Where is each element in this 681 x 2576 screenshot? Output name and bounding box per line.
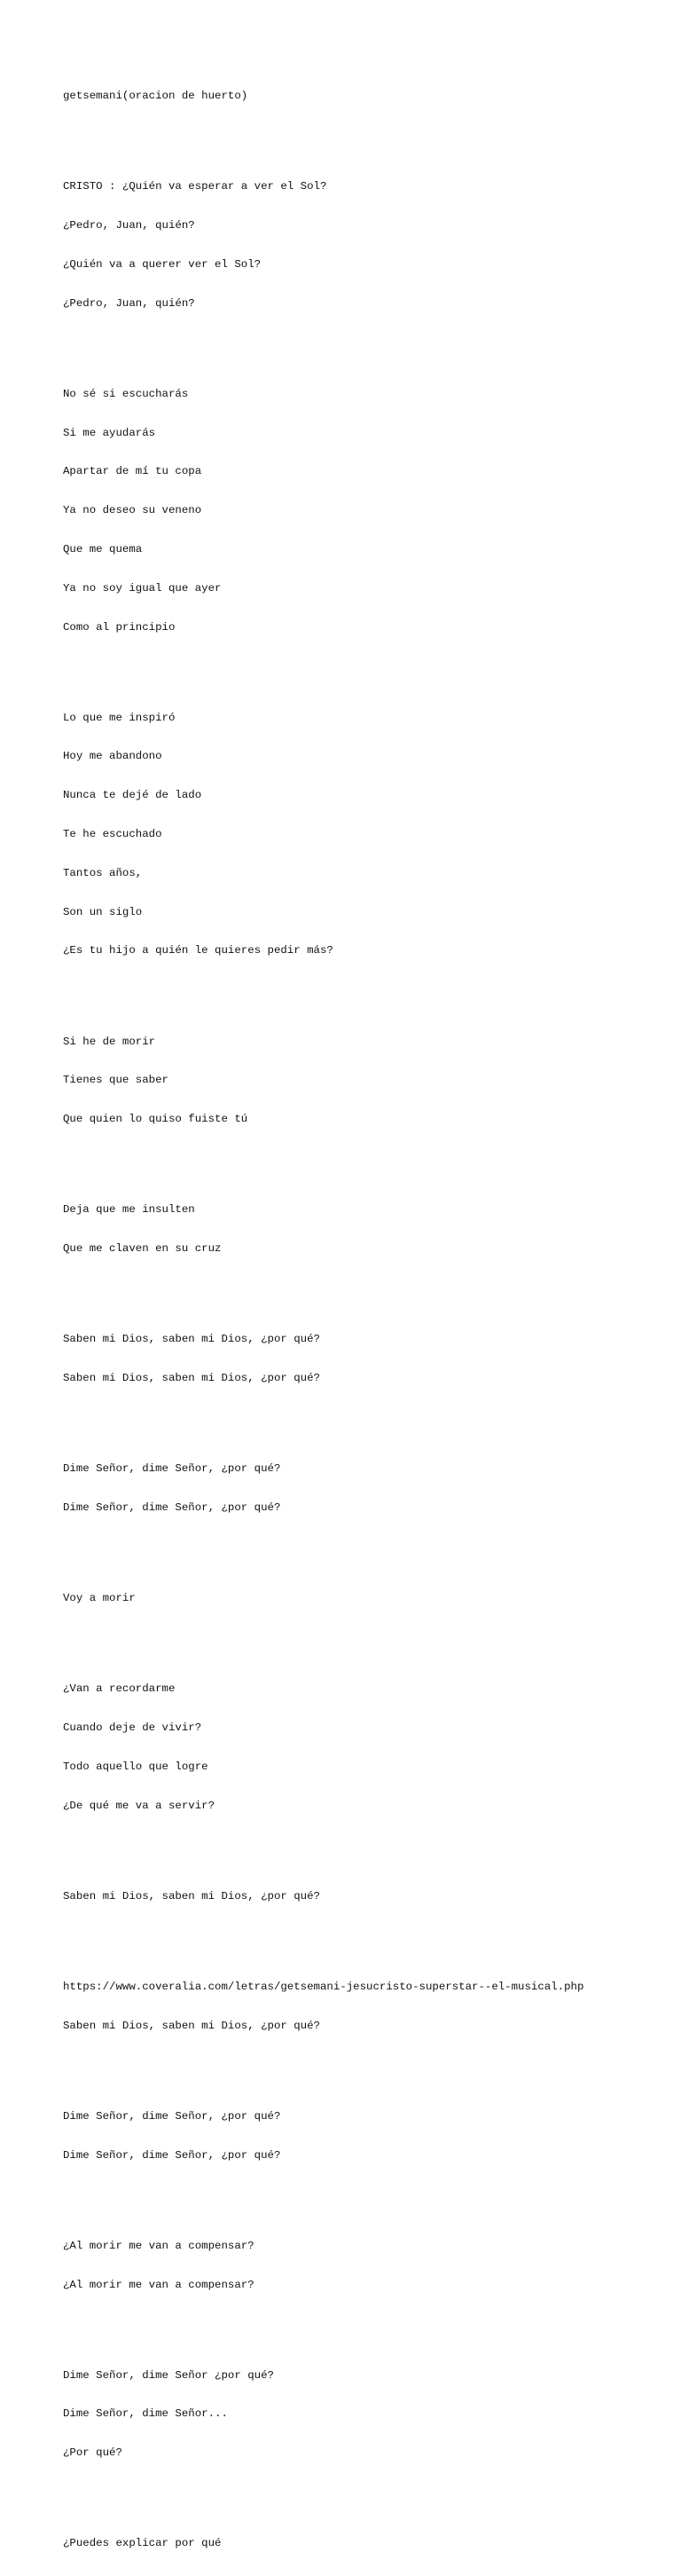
source-url: https://www.coveralia.com/letras/getsemani-jesucristo-superstar--el-musical.php [63, 1980, 584, 1993]
lyric-line: Apartar de mí tu copa [63, 465, 202, 478]
lyric-line: Saben mi Dios, saben mi Dios, ¿por qué? [63, 2019, 320, 2032]
lyric-line: Voy a morir [63, 1592, 136, 1605]
stanza-gap [63, 2058, 666, 2071]
lyric-line: Saben mi Dios, saben mi Dios, ¿por qué? [63, 1371, 320, 1384]
lyric-line: Que me claven en su cruz [63, 1242, 222, 1256]
lyric-line: Cuando deje de vivir? [63, 1721, 202, 1734]
document-title: getsemani(oracion de huerto) [63, 90, 248, 103]
stanza-gap [63, 1411, 666, 1424]
lyric-line: Hoy me abandono [63, 750, 162, 763]
stanza-gap [63, 1929, 666, 1942]
lyric-line: ¿Puedes explicar por qué [63, 2537, 222, 2550]
stanza-gap [63, 335, 666, 349]
lyric-line: Que quien lo quiso fuiste tú [63, 1113, 248, 1126]
lyric-line: Si he de morir [63, 1035, 156, 1048]
lyric-line: Ya no deseo su veneno [63, 504, 202, 517]
lyric-line: CRISTO : ¿Quién va esperar a ver el Sol? [63, 180, 327, 193]
stanza-gap [63, 2317, 666, 2330]
lyric-line: ¿Pedro, Juan, quién? [63, 296, 195, 310]
lyric-line: Dime Señor, dime Señor, ¿por qué? [63, 1501, 281, 1514]
lyric-line: ¿Por qué? [63, 2446, 122, 2460]
lyric-line: Ya no soy igual que ayer [63, 581, 222, 595]
lyric-line: Deja que me insulten [63, 1203, 195, 1217]
lyric-line: Nunca te dejé de lado [63, 789, 202, 802]
stanza-gap [63, 2187, 666, 2201]
lyric-line: ¿De qué me va a servir? [63, 1799, 215, 1812]
lyric-line: Si me ayudarás [63, 426, 156, 439]
lyric-line: Tienes que saber [63, 1074, 168, 1087]
stanza-gap [63, 1631, 666, 1644]
lyric-line: Saben mi Dios, saben mi Dios, ¿por qué? [63, 1333, 320, 1346]
lyric-line: ¿Es tu hijo a quién le quieres pedir más? [63, 944, 333, 957]
stanza-gap [63, 659, 666, 673]
lyric-line: Son un siglo [63, 905, 143, 918]
lyric-line: Dime Señor, dime Señor ¿por qué? [63, 2368, 274, 2382]
stanza-gap [63, 1281, 666, 1295]
lyric-line: ¿Quién va a querer ver el Sol? [63, 257, 262, 271]
lyric-line: Te he escuchado [63, 828, 162, 841]
lyric-line: No sé si escucharás [63, 387, 189, 400]
stanza-gap [63, 2485, 666, 2499]
stanza-gap [63, 1838, 666, 1851]
lyric-line: ¿Al morir me van a compensar? [63, 2239, 254, 2252]
lyric-line: Que me quema [63, 542, 143, 555]
lyric-line: ¿Van a recordarme [63, 1682, 176, 1696]
lyric-line: Dime Señor, dime Señor... [63, 2407, 228, 2421]
stanza-gap [63, 1152, 666, 1165]
lyric-line: Tantos años, [63, 866, 143, 879]
lyric-line: Dime Señor, dime Señor, ¿por qué? [63, 2109, 281, 2123]
stanza-gap [63, 1540, 666, 1554]
lyric-line: Todo aquello que logre [63, 1760, 208, 1773]
lyric-line: Como al principio [63, 620, 176, 634]
lyric-line: Dime Señor, dime Señor, ¿por qué? [63, 2148, 281, 2162]
lyric-line: Lo que me inspiró [63, 711, 176, 724]
stanza-gap [63, 129, 666, 142]
lyric-line: ¿Al morir me van a compensar? [63, 2278, 254, 2291]
lyric-line: ¿Pedro, Juan, quién? [63, 219, 195, 232]
lyric-line: Saben mi Dios, saben mi Dios, ¿por qué? [63, 1889, 320, 1902]
stanza-gap [63, 983, 666, 997]
lyrics-text [63, 64, 666, 2576]
lyric-line: Dime Señor, dime Señor, ¿por qué? [63, 1462, 281, 1476]
